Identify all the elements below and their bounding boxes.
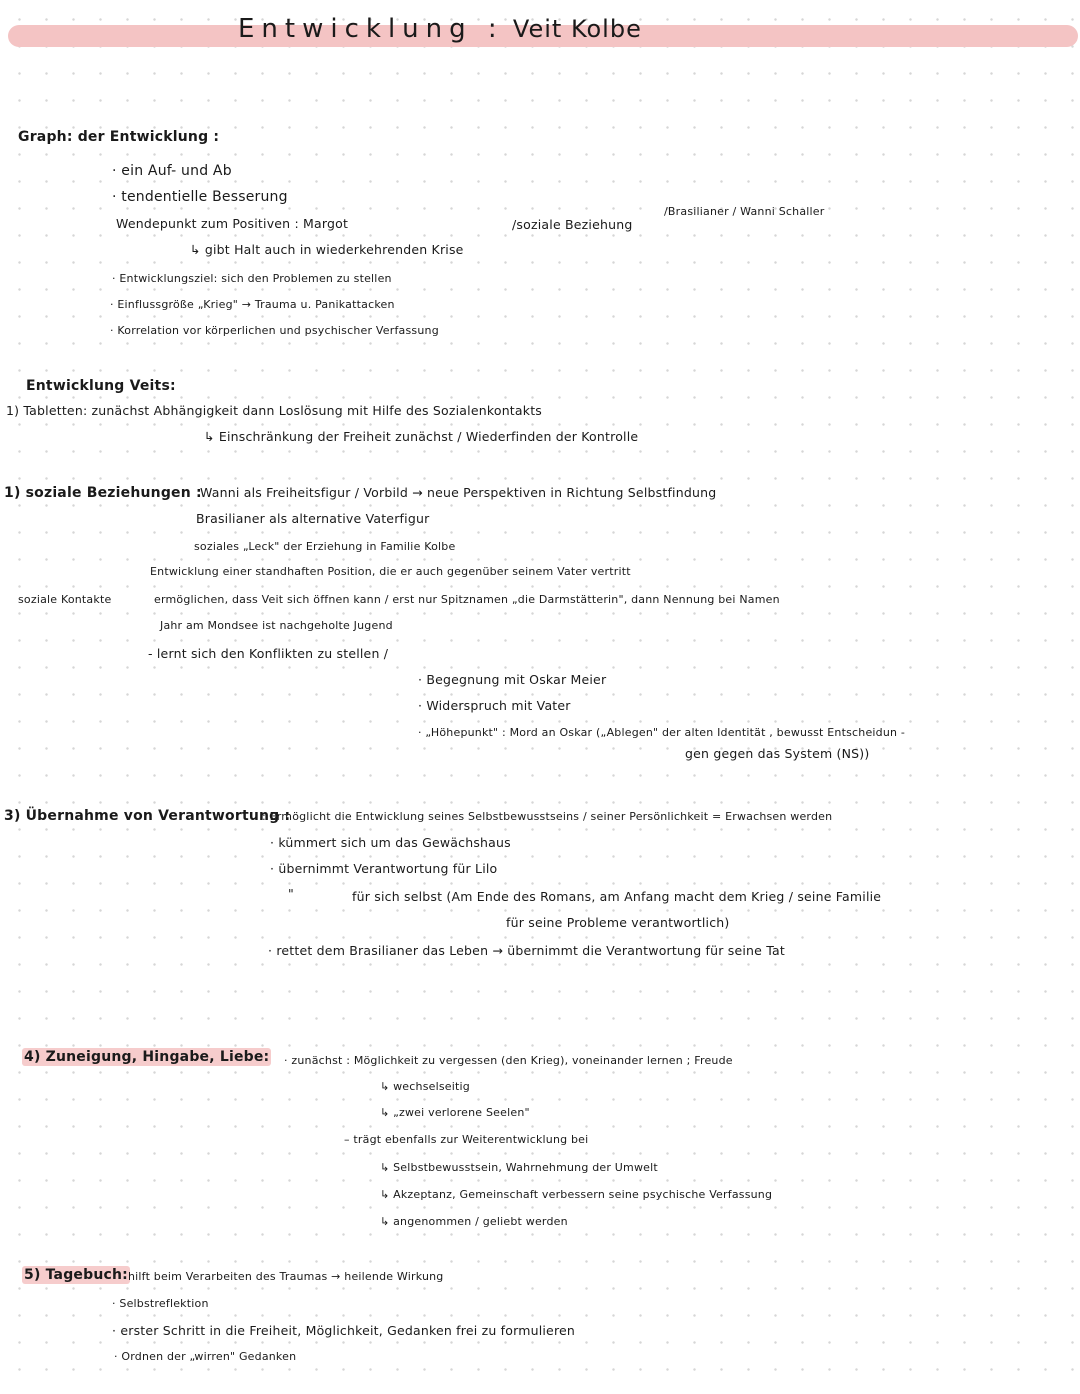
social-line: soziales „Leck" der Erziehung in Familie Kolbe bbox=[194, 540, 456, 553]
diary-line: · Ordnen der „wirren" Gedanken bbox=[114, 1350, 297, 1363]
social-line: ermöglichen, dass Veit sich öffnen kann / erst nur Spitznamen „die Darmstätterin", dann Nennung bei Namen bbox=[154, 593, 780, 606]
graph-line: · Korrelation vor körperlichen und psychischer Verfassung bbox=[110, 324, 439, 337]
love-line: – trägt ebenfalls zur Weiterentwicklung bei bbox=[344, 1133, 589, 1146]
social-line: Brasilianer als alternative Vaterfigur bbox=[196, 511, 430, 526]
graph-line: · Entwicklungsziel: sich den Problemen zu stellen bbox=[112, 272, 392, 285]
veit-line: 1) Tabletten: zunächst Abhängigkeit dann Loslösung mit Hilfe des Sozialenkontakts bbox=[6, 403, 543, 418]
veit-heading: Entwicklung Veits: bbox=[26, 378, 176, 394]
graph-heading: Graph: der Entwicklung : bbox=[18, 129, 220, 145]
social-line: · „Höhepunkt" : Mord an Oskar („Ablegen" der alten Identität , bewusst Entscheidun - bbox=[418, 726, 906, 739]
responsibility-line: für sich selbst (Am Ende des Romans, am Anfang macht dem Krieg / seine Familie bbox=[352, 889, 882, 904]
diary-label: 5) Tagebuch: bbox=[24, 1267, 128, 1283]
social-line: · Widerspruch mit Vater bbox=[418, 698, 571, 713]
page-title bbox=[238, 14, 642, 44]
title-name: Veit Kolbe bbox=[512, 15, 642, 43]
social-line: Jahr am Mondsee ist nachgeholte Jugend bbox=[160, 619, 393, 632]
graph-line: · tendentielle Besserung bbox=[112, 189, 288, 205]
love-line: · zunächst : Möglichkeit zu vergessen (den Krieg), voneinander lernen ; Freude bbox=[284, 1054, 733, 1067]
graph-line: · ein Auf- und Ab bbox=[112, 163, 232, 179]
graph-line: · Einflussgröße „Krieg" → Trauma u. Panikattacken bbox=[110, 298, 395, 311]
graph-line: /Brasilianer / Wanni Schaller bbox=[664, 205, 825, 218]
love-line: ↳ angenommen / geliebt werden bbox=[380, 1215, 568, 1228]
social-line: soziale Kontakte bbox=[18, 593, 112, 606]
ditto-mark: " bbox=[288, 886, 294, 901]
responsibility-line: · rettet dem Brasilianer das Leben → übernimmt die Verantwortung für seine Tat bbox=[268, 943, 785, 958]
responsibility-line: · kümmert sich um das Gewächshaus bbox=[270, 835, 511, 850]
social-line: · Begegnung mit Oskar Meier bbox=[418, 672, 607, 687]
graph-line: ↳ gibt Halt auch in wiederkehrenden Krise bbox=[190, 242, 464, 257]
responsibility-line: · übernimmt Verantwortung für Lilo bbox=[270, 861, 498, 876]
love-line: ↳ „zwei verlorene Seelen" bbox=[380, 1106, 530, 1119]
title-separator: : bbox=[487, 14, 498, 44]
graph-line: Wendepunkt zum Positiven : Margot bbox=[116, 216, 349, 231]
responsibility-label: 3) Übernahme von Verantwortung : bbox=[4, 808, 291, 824]
graph-line: /soziale Beziehung bbox=[512, 217, 633, 232]
diary-line: · erster Schritt in die Freiheit, Möglichkeit, Gedanken frei zu formulieren bbox=[112, 1323, 576, 1338]
responsibility-line: für seine Probleme verantwortlich) bbox=[506, 915, 730, 930]
veit-line: ↳ Einschränkung der Freiheit zunächst / Wiederfinden der Kontrolle bbox=[204, 429, 639, 444]
love-line: ↳ wechselseitig bbox=[380, 1080, 470, 1093]
love-line: ↳ Akzeptanz, Gemeinschaft verbessern seine psychische Verfassung bbox=[380, 1188, 773, 1201]
diary-line: hilft beim Verarbeiten des Traumas → heilende Wirkung bbox=[128, 1270, 444, 1283]
social-line: gen gegen das System (NS)) bbox=[685, 746, 870, 761]
social-label: 1) soziale Beziehungen : bbox=[4, 485, 202, 501]
social-line: - lernt sich den Konflikten zu stellen / bbox=[148, 646, 389, 661]
social-line: Entwicklung einer standhaften Position, die er auch gegenüber seinem Vater vertritt bbox=[150, 565, 631, 578]
diary-line: · Selbstreflektion bbox=[112, 1297, 209, 1310]
social-line: Wanni als Freiheitsfigur / Vorbild → neue Perspektiven in Richtung Selbstfindung bbox=[200, 485, 717, 500]
responsibility-line: : Ermöglicht die Entwicklung seines Selbstbewusstseins / seiner Persönlichkeit = Erwachsen werden bbox=[262, 810, 833, 823]
title-word: Entwicklung bbox=[238, 14, 473, 44]
love-label: 4) Zuneigung, Hingabe, Liebe: bbox=[24, 1049, 270, 1065]
love-line: ↳ Selbstbewusstsein, Wahrnehmung der Umwelt bbox=[380, 1161, 658, 1174]
